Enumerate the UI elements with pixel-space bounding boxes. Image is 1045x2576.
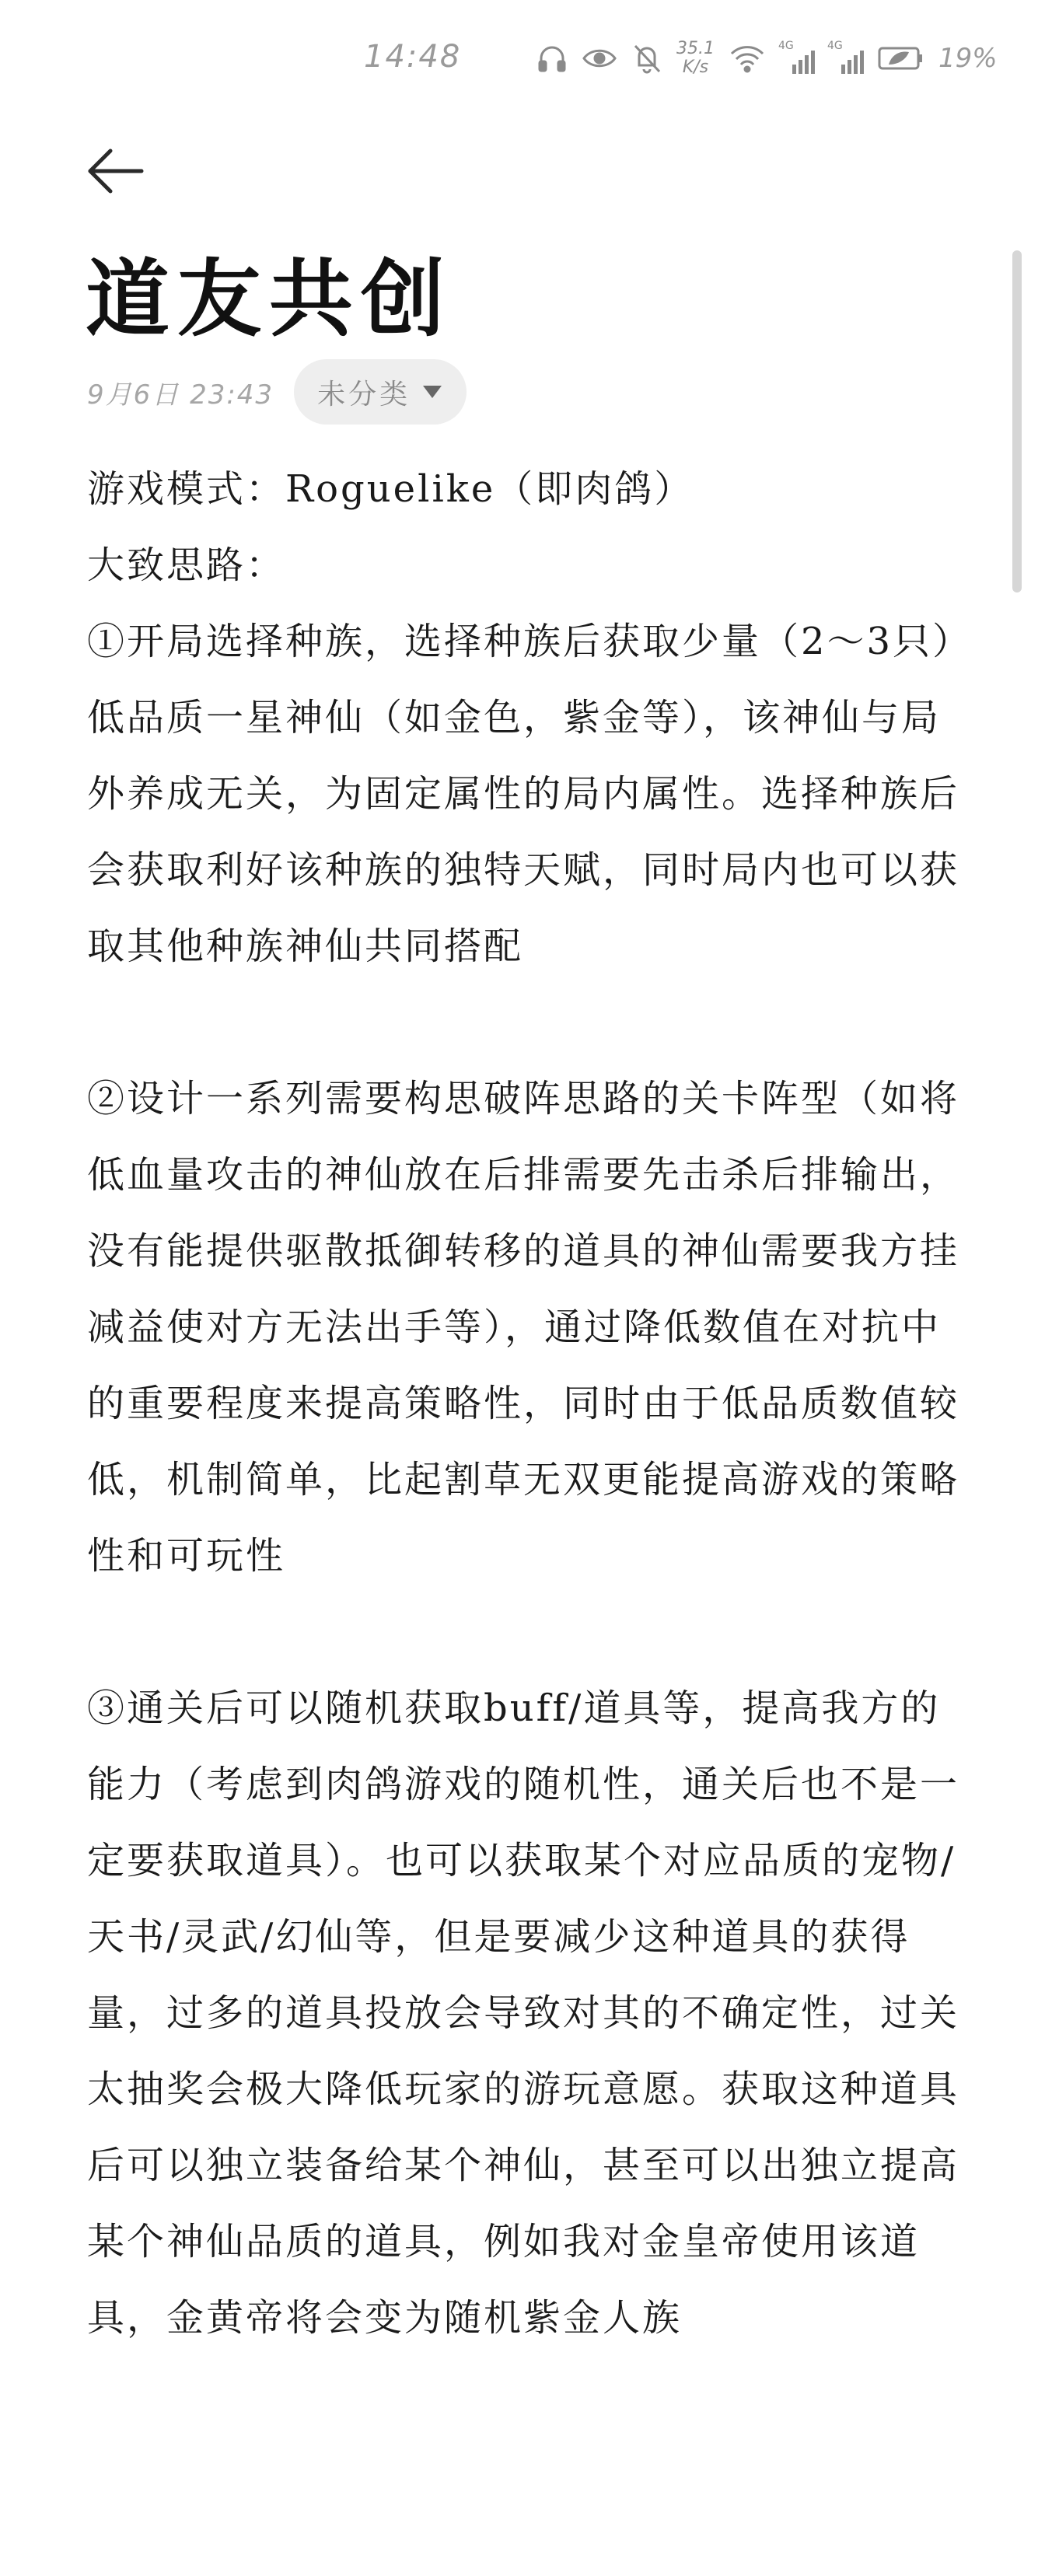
signal-sim2-icon [827,40,864,74]
network-speed [676,40,715,77]
status-time: 14:48 [364,39,462,75]
battery-icon [878,46,924,71]
network-speed-value: 35.1 [676,39,715,58]
status-icons [536,31,998,86]
sim2-network-label: 4G [827,40,843,52]
note-date: 9月6日 23:43 [87,379,274,411]
status-bar [0,0,1045,117]
note-title[interactable]: 道友共创 [86,250,453,348]
headphones-icon [536,43,568,74]
paragraph-spacer [87,1594,966,1670]
note-meta [87,359,467,425]
battery-percent: 19% [938,43,998,74]
back-button[interactable] [84,140,146,202]
game-mode-line: 游戏模式：Roguelike（即肉鸽） [87,467,694,511]
bell-muted-icon [631,42,662,75]
network-speed-unit: K/s [682,58,709,77]
back-arrow-icon [84,140,146,202]
scrollbar-thumb[interactable] [1012,250,1022,592]
paragraph-spacer [87,984,966,1061]
point-2-paragraph: ②设计一系列需要构思破阵思路的关卡阵型（如将低血量攻击的神仙放在后排需要先击杀后排输出，没有能提供驱散抵御转移的道具的神仙需要我方挂减益使对方无法出手等），通过降低数值在对抗中的重要程度来提高策略性，同时由于低品质数值较低，机制简单，比起割草无双更能提高游戏的策略性和可玩性 [87,1077,960,1578]
signal-sim1-icon [778,40,815,74]
wifi-icon [729,43,766,74]
sim1-network-label: 4G [778,40,794,52]
caret-down-icon [423,386,442,398]
point-3-paragraph: ③通关后可以随机获取buff/道具等，提高我方的能力（考虑到肉鸽游戏的随机性，通关后也不是一定要获取道具）。也可以获取某个对应品质的宠物/天书/灵武/幻仙等，但是要减少这种道具的获得量，过多的道具投放会导致对其的不确定性，过关太抽奖会极大降低玩家的游玩意愿。获取这种道具后可以独立装备给某个神仙，甚至可以出独立提高某个神仙品质的道具，例如我对金皇帝使用该道具，金黄帝将会变为随机紫金人族 [87,1686,960,2340]
point-1-paragraph: ①开局选择种族，选择种族后获取少量（2～3只）低品质一星神仙（如金色，紫金等），该神仙与局外养成无关，为固定属性的局内属性。选择种族后会获取利好该种族的独特天赋，同时局内也可以获取其他种族神仙共同搭配 [87,620,960,968]
category-label: 未分类 [317,378,411,411]
note-body[interactable] [87,451,966,2356]
general-idea-line: 大致思路： [87,544,286,587]
category-dropdown[interactable] [294,359,467,425]
eye-icon [582,45,617,72]
